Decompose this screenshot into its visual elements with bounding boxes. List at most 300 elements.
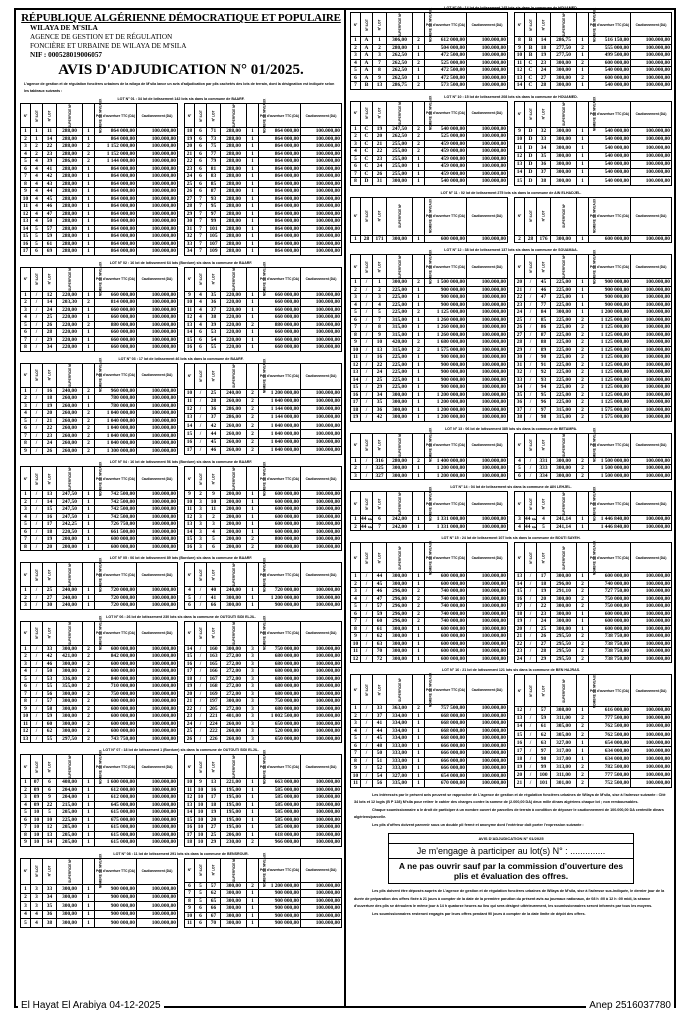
table-cell: 272,00: [221, 653, 247, 661]
table-cell: 585 000,00: [259, 816, 301, 824]
table-cell: 740 000,00: [589, 580, 631, 588]
table-cell: 100.000,00: [301, 150, 342, 158]
table-cell: 900 000,00: [425, 286, 467, 294]
table-cell: 2: [413, 588, 425, 596]
table-cell: 100.000,00: [137, 336, 178, 344]
column-header-label: N° ILOT: [34, 369, 39, 381]
table-header-row: [351, 675, 508, 705]
lot-caption: LOT N° 15 : 24 lot de lotissement 107 lots sis dans la commune de BOUTI SAYEH.: [441, 536, 581, 540]
table-cell: 225,00: [551, 339, 577, 347]
column-header: [31, 858, 43, 885]
table-cell: 3: [247, 683, 259, 691]
table-cell: 100.000,00: [467, 44, 508, 52]
table-cell: 10: [195, 839, 207, 847]
table-cell: 6: [185, 602, 195, 610]
table-cell: 600 000,00: [95, 705, 137, 713]
table-row: [21, 513, 178, 521]
table-cell: /: [195, 438, 207, 446]
table-cell: 14: [43, 135, 57, 143]
table-cell: 660 000,00: [259, 344, 301, 352]
table-cell: 6: [195, 158, 207, 166]
table-cell: /: [31, 498, 43, 506]
table-cell: 23: [373, 155, 387, 163]
table-cell: 100.000,00: [137, 344, 178, 352]
table-cell: 22: [373, 148, 387, 156]
column-header: [467, 675, 508, 705]
table-cell: 5: [195, 882, 207, 890]
table-cell: 100.000,00: [137, 824, 178, 832]
table-cell: 48: [373, 742, 387, 750]
column-header-label: N° ILOT: [364, 210, 369, 222]
column-header-label: Prix d'ouverture TTC (DA): [589, 501, 629, 506]
table-cell: 300,00: [387, 633, 413, 641]
column-header-label: NOMBRE DE NIVEAUX: [262, 615, 267, 651]
table-cell: /: [195, 683, 207, 691]
table-cell: 2: [247, 430, 259, 438]
table-cell: /: [31, 291, 43, 299]
table-cell: 1: [247, 203, 259, 211]
table-cell: 286,75: [551, 37, 577, 45]
table-cell: 1: [577, 625, 589, 633]
table-cell: 720 000,00: [259, 587, 301, 595]
table-row: [21, 218, 178, 226]
table-cell: 1: [247, 513, 259, 521]
table-cell: 4: [195, 299, 207, 307]
table-cell: 32: [185, 233, 195, 241]
table-cell: 1: [413, 625, 425, 633]
table-cell: 459 000,00: [425, 155, 467, 163]
table-cell: 600 000,00: [95, 543, 137, 551]
table-cell: 2: [413, 37, 425, 45]
table-cell: 615 000,00: [95, 839, 137, 847]
table-cell: 1: [247, 248, 259, 256]
table-cell: 272,00: [221, 660, 247, 668]
lot-section: [348, 483, 674, 531]
table-row: [515, 235, 672, 243]
table-cell: 296,00: [387, 618, 413, 626]
table-cell: 1: [577, 160, 589, 168]
table-cell: 26: [515, 324, 525, 332]
table-row: [21, 447, 178, 455]
table-cell: 100.000,00: [467, 633, 508, 641]
table-cell: 842 000,00: [95, 653, 137, 661]
table-cell: 1: [83, 893, 95, 901]
table-cell: 4: [31, 203, 43, 211]
table-cell: 73: [207, 135, 221, 143]
table-cell: 3: [31, 893, 43, 901]
table-cell: 1 200 000,00: [425, 472, 467, 480]
table-cell: 4: [207, 528, 221, 536]
column-header-label: NOMBRE DE NIVEAUX: [98, 461, 103, 496]
table-cell: 675 000,00: [95, 816, 137, 824]
table-cell: 6: [185, 882, 195, 890]
lots-left: [18, 95, 344, 928]
table-cell: 864 000,00: [259, 128, 301, 136]
table-cell: 336,00: [57, 675, 83, 683]
table-cell: 100.000,00: [631, 640, 672, 648]
table-cell: 35: [537, 152, 551, 160]
table-cell: 288,00: [57, 233, 83, 241]
table-cell: 300,00: [57, 705, 83, 713]
table-cell: /: [525, 595, 537, 603]
table-cell: 204,00: [57, 794, 83, 802]
table-cell: 1: [83, 225, 95, 233]
table-cell: 5: [21, 417, 31, 425]
table-row: [185, 498, 342, 506]
table-cell: 100.000,00: [631, 361, 672, 369]
table-cell: 1: [413, 655, 425, 663]
table-cell: 2: [577, 731, 589, 739]
table-cell: 680 000,00: [259, 653, 301, 661]
table-cell: 4: [537, 516, 551, 524]
table-cell: 1: [83, 291, 95, 299]
table-cell: 1: [577, 523, 589, 531]
table-cell: /: [31, 698, 43, 706]
table-cell: 3: [351, 140, 361, 148]
table-cell: 22: [43, 143, 57, 151]
table-row: [351, 603, 508, 611]
column-header-label: N°: [23, 572, 28, 577]
column-header: [537, 197, 551, 235]
table-cell: 39: [207, 321, 221, 329]
table-cell: 100.000,00: [467, 595, 508, 603]
table-row: [21, 698, 178, 706]
table-cell: 225,00: [551, 346, 577, 354]
table-cell: 297,50: [57, 735, 83, 743]
table-cell: 45: [373, 580, 387, 588]
table-cell: 900 000,00: [425, 384, 467, 392]
table-cell: /: [361, 384, 373, 392]
table-cell: 600 000,00: [95, 728, 137, 736]
table-cell: 2: [83, 660, 95, 668]
table-cell: 2: [83, 713, 95, 721]
table-cell: 100.000,00: [301, 210, 342, 218]
table-cell: 300,00: [551, 152, 577, 160]
table-cell: 300,00: [551, 127, 577, 135]
column-header-label: SUPERFICIE M²: [231, 562, 236, 587]
table-cell: 864 000,00: [259, 143, 301, 151]
table-cell: 6: [351, 610, 361, 618]
table-row: [515, 160, 672, 168]
table-cell: 260,00: [221, 735, 247, 743]
table-cell: /: [525, 707, 537, 715]
table-cell: 100.000,00: [467, 133, 508, 141]
column-header-label: Cautionnement (DA): [305, 631, 337, 635]
table-cell: 1: [83, 306, 95, 314]
table-cell: 24: [515, 309, 525, 317]
table-cell: 1: [247, 299, 259, 307]
table-cell: 38: [207, 314, 221, 322]
table-cell: 880 000,00: [259, 321, 301, 329]
table-cell: 37: [537, 169, 551, 177]
column-header: [413, 540, 433, 575]
table-cell: 100.000,00: [301, 890, 342, 898]
column-header: [21, 267, 31, 291]
table-cell: 100.000,00: [631, 74, 672, 82]
table-cell: 100.000,00: [467, 37, 508, 45]
table-cell: 100.000,00: [467, 361, 508, 369]
table-row: [21, 306, 178, 314]
table-row: [185, 720, 342, 728]
table-cell: 100.000,00: [137, 447, 178, 455]
table-cell: 9: [351, 765, 361, 773]
table-cell: 401,00: [221, 713, 247, 721]
table-cell: 11: [185, 920, 195, 928]
table-row: [185, 660, 342, 668]
table-cell: 615 000,00: [95, 831, 137, 839]
table-cell: 864 000,00: [259, 225, 301, 233]
table-cell: 97: [537, 406, 551, 414]
table-header-row: [185, 755, 342, 779]
table-cell: 100.000,00: [301, 786, 342, 794]
column-header-label: Prix d'ouverture TTC (DA): [95, 869, 135, 874]
lot-table: [350, 249, 508, 422]
table-cell: 1: [351, 573, 361, 581]
table-cell: 15: [185, 653, 195, 661]
table-row: [21, 240, 178, 248]
table-cell: 1 500 000,00: [589, 465, 631, 473]
table-cell: 6: [515, 472, 525, 480]
table-cell: 634 000,00: [589, 747, 631, 755]
table-header-row: [351, 197, 508, 235]
table-cell: 1 575 000,00: [425, 346, 467, 354]
table-cell: 100.000,00: [137, 786, 178, 794]
column-header: [21, 363, 31, 387]
table-cell: 1: [21, 645, 31, 653]
table-cell: D: [525, 152, 537, 160]
table-cell: 63: [537, 739, 551, 747]
column-header-label: N°: [187, 572, 192, 577]
table-cell: /: [195, 430, 207, 438]
column-header-label: Cautionnement (DA): [141, 277, 173, 281]
table-cell: 668 000,00: [425, 720, 467, 728]
table-cell: 726 750,00: [95, 521, 137, 529]
table-cell: 8: [351, 331, 361, 339]
table-cell: 300,00: [57, 720, 83, 728]
table-cell: 4: [351, 595, 361, 603]
table-row: [351, 339, 508, 347]
table-cell: 8: [373, 67, 387, 75]
table-cell: 255,00: [387, 170, 413, 178]
table-cell: 2: [83, 158, 95, 166]
table-cell: 100.000,00: [467, 324, 508, 332]
column-header-label: N° ILOT: [34, 568, 39, 581]
table-cell: 600 000,00: [589, 74, 631, 82]
table-cell: 1: [413, 640, 425, 648]
table-cell: 900 000,00: [95, 910, 137, 918]
table-row: [21, 675, 178, 683]
table-row: [515, 472, 672, 480]
table-row: [21, 425, 178, 433]
table-cell: 1: [413, 384, 425, 392]
table-cell: 1: [21, 387, 31, 395]
table-cell: 197: [207, 698, 221, 706]
table-cell: 100.000,00: [631, 44, 672, 52]
table-cell: 28: [537, 648, 551, 656]
table-cell: 41: [373, 720, 387, 728]
table-row: [21, 329, 178, 337]
table-row: [21, 794, 178, 802]
table-cell: 2: [83, 432, 95, 440]
table-cell: /: [361, 757, 373, 765]
column-header: [351, 492, 361, 516]
table-cell: /: [31, 402, 43, 410]
table-cell: 300,00: [221, 897, 247, 905]
table-cell: 24: [515, 655, 525, 663]
table-cell: 9: [43, 794, 57, 802]
table-cell: 300,00: [57, 919, 83, 927]
table-cell: 1 040 000,00: [95, 410, 137, 418]
table-cell: 100.000,00: [631, 152, 672, 160]
table-cell: 7: [195, 240, 207, 248]
table-cell: 176: [537, 235, 551, 243]
column-header: [631, 101, 672, 127]
table-cell: 2: [577, 324, 589, 332]
table-cell: 16: [21, 240, 31, 248]
table-cell: 100.000,00: [631, 376, 672, 384]
table-cell: 2: [21, 653, 31, 661]
table-cell: 33: [537, 136, 551, 144]
table-cell: 200,00: [221, 528, 247, 536]
table-cell: 1: [83, 839, 95, 847]
table-cell: 1: [83, 587, 95, 595]
table-cell: 24: [537, 618, 551, 626]
table-cell: 5: [21, 675, 31, 683]
table-cell: 280,00: [387, 44, 413, 52]
table-cell: 100.000,00: [631, 457, 672, 465]
table-cell: 100.000,00: [137, 491, 178, 499]
table-cell: 1: [577, 516, 589, 524]
column-header-label: N° ILOT: [34, 760, 39, 773]
table-cell: 300,00: [551, 67, 577, 75]
table-cell: /: [31, 321, 43, 329]
table-cell: 12: [43, 824, 57, 832]
table-cell: 1: [83, 513, 95, 521]
table-cell: 459 000,00: [425, 170, 467, 178]
table-cell: 740 000,00: [425, 603, 467, 611]
table-cell: 900 000,00: [589, 279, 631, 287]
table-cell: 3: [31, 902, 43, 910]
table-cell: 288,00: [221, 233, 247, 241]
table-row: [185, 690, 342, 698]
table-cell: A: [361, 52, 373, 60]
table-cell: 612 000,00: [95, 786, 137, 794]
table-cell: 13: [185, 321, 195, 329]
table-cell: 262,50: [387, 52, 413, 60]
table-cell: 100.000,00: [631, 779, 672, 787]
table-cell: 100.000,00: [301, 314, 342, 322]
table-cell: 864 000,00: [95, 218, 137, 226]
table-cell: 1: [247, 180, 259, 188]
table-cell: 24: [373, 369, 387, 377]
table-cell: 1: [247, 225, 259, 233]
table-cell: 10: [185, 299, 195, 307]
table-row: [21, 299, 178, 307]
table-row: [21, 809, 178, 817]
table-cell: 3: [247, 720, 259, 728]
column-header: [137, 858, 178, 885]
table-row: [351, 316, 508, 324]
table-cell: 660 000,00: [95, 336, 137, 344]
column-header: [83, 749, 103, 784]
column-header-label: Prix d'ouverture TTC (DA): [259, 476, 299, 481]
table-cell: /: [195, 405, 207, 413]
table-cell: 2: [83, 728, 95, 736]
table-cell: 1: [247, 594, 259, 602]
table-cell: 100.000,00: [467, 125, 508, 133]
table-cell: 100.000,00: [137, 831, 178, 839]
table-cell: 300,00: [221, 890, 247, 898]
column-header-label: SUPERFICIE M²: [67, 754, 72, 779]
column-header-label: N° LOT: [541, 19, 546, 30]
column-header: [247, 358, 267, 394]
table-cell: 26: [43, 321, 57, 329]
table-cell: 5: [351, 155, 361, 163]
table-cell: 864 000,00: [259, 218, 301, 226]
table-cell: 600 000,00: [589, 235, 631, 243]
column-header-label: SUPERFICIE M²: [397, 12, 402, 37]
table-cell: 30: [515, 354, 525, 362]
table-row: [185, 306, 342, 314]
table-cell: 240,00: [57, 594, 83, 602]
column-header-label: Cautionnement (DA): [471, 687, 503, 692]
column-header-label: SUPERFICIE M²: [561, 545, 566, 570]
column-header: [195, 363, 207, 389]
table-cell: 900 000,00: [95, 919, 137, 927]
table-cell: 36: [373, 406, 387, 414]
column-header-label: N° LOT: [47, 473, 52, 484]
table-cell: 100.000,00: [467, 780, 508, 788]
column-header-label: Prix d'ouverture TTC (DA): [425, 264, 465, 269]
table-cell: 12: [515, 152, 525, 160]
table-cell: 100.000,00: [137, 329, 178, 337]
table-cell: 85: [207, 180, 221, 188]
table-cell: /: [525, 301, 537, 309]
table-cell: /: [525, 731, 537, 739]
table-cell: 4: [351, 148, 361, 156]
column-header-label: SUPERFICIE M²: [397, 433, 402, 457]
table-row: [515, 633, 672, 641]
table-cell: 3: [21, 506, 31, 514]
table-row: [515, 580, 672, 588]
table-cell: 95: [537, 391, 551, 399]
table-cell: B: [525, 37, 537, 45]
table-cell: 3: [195, 528, 207, 536]
table-cell: 1: [247, 344, 259, 352]
table-cell: 30: [185, 218, 195, 226]
table-row: [21, 653, 178, 661]
column-header-label: Cautionnement (DA): [635, 501, 667, 506]
table-cell: 331: [537, 457, 551, 465]
table-cell: 100.000,00: [137, 321, 178, 329]
column-header-label: NOMBRE DE NIVEAUX: [592, 96, 597, 132]
table-cell: 100.000,00: [301, 779, 342, 787]
table-cell: /: [361, 472, 373, 480]
table-cell: 1: [247, 521, 259, 529]
table-cell: 6: [43, 779, 57, 787]
table-cell: 107: [207, 240, 221, 248]
column-header: [83, 98, 103, 133]
table-row: [351, 406, 508, 414]
table-cell: /: [361, 369, 373, 377]
table-cell: 11: [185, 306, 195, 314]
table-cell: 93: [537, 376, 551, 384]
table-cell: 42: [43, 173, 57, 181]
column-header-label: Prix d'ouverture TTC (DA): [589, 22, 629, 27]
table-cell: 240,00: [221, 389, 247, 397]
table-header-row: [515, 433, 672, 457]
table-cell: 100.000,00: [631, 625, 672, 633]
